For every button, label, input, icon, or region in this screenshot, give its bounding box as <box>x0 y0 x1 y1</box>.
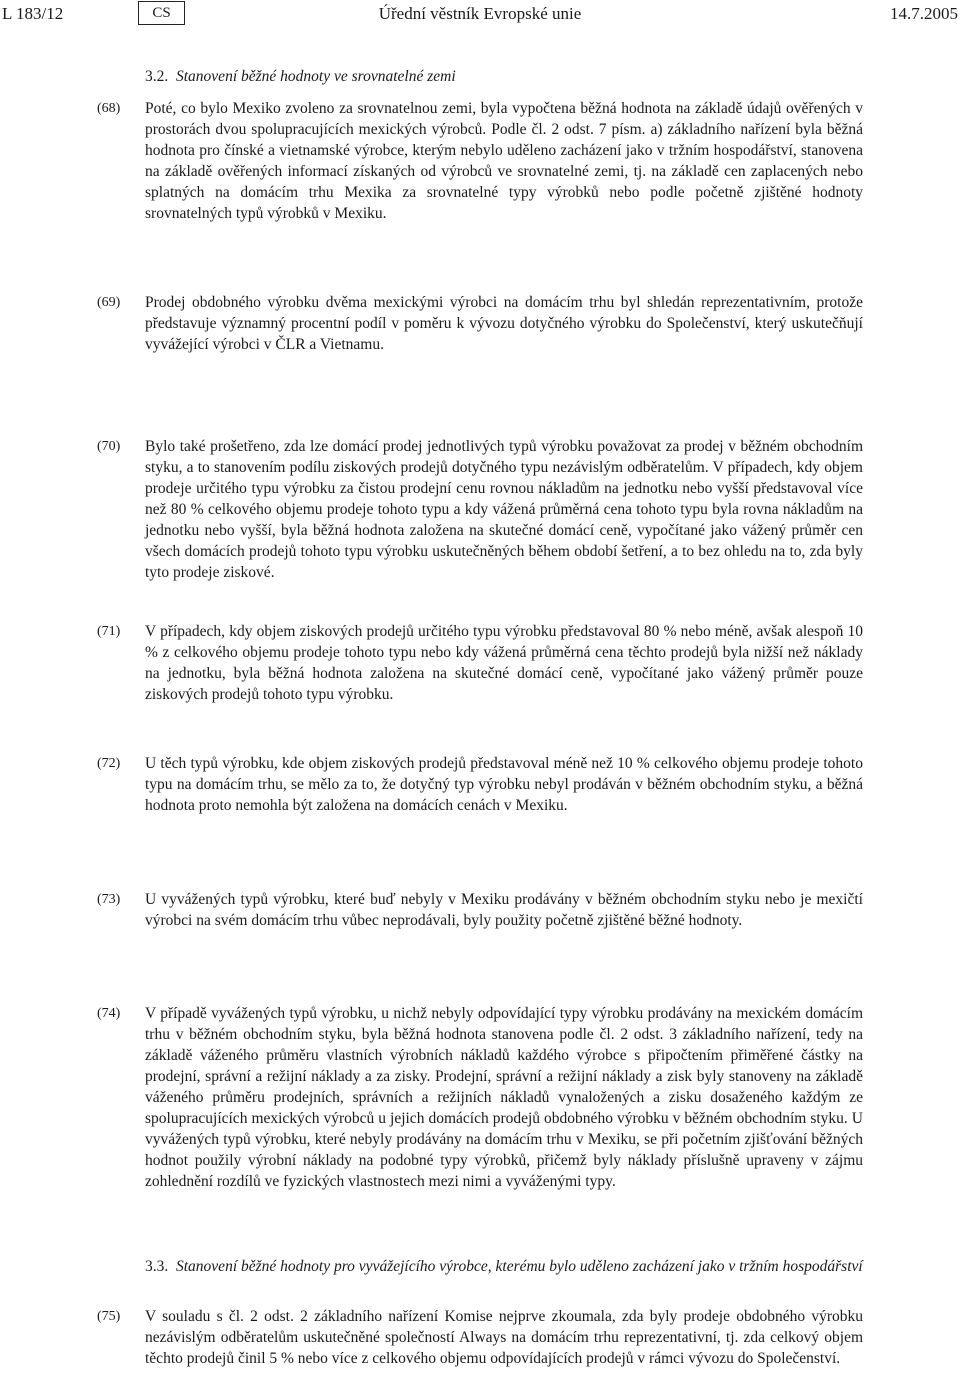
paragraph-text: U vyvážených typů výrobku, které buď nebyly v Mexiku prodávány v běžném obchodním styku nebo je mexičtí výrobci na svém domácím trhu vůbec neprodávali, byly použity početně zjištěné běžné hodnoty. <box>145 891 863 929</box>
paragraph-number: (75) <box>97 1309 121 1324</box>
paragraph-text: Bylo také prošetřeno, zda lze domácí prodej jednotlivých typů výrobku považovat za prodej v běžném obchodním styku, a to stanovením podílu ziskových prodejů dotyčného typu nezávislým odběratelům. V případech, kdy objem prodeje určitého typu výrobku za čistou prodejní cenu rovnou nákladům na jednotku nebo vyšší představoval více než 80 % celkového objemu prodeje tohoto typu a kdy vážená průměrná cena tohoto typu byla rovna nákladům na jednotku nebo vyšší, byla běžná hodnota založena na skutečné domácí ceně, vypočítané jako vážený průměr cen všech domácích prodejů tohoto typu výrobku uskutečněných během období šetření, a to bez ohledu na to, zda byly tyto prodeje ziskové. <box>145 438 863 581</box>
section-number: 3.3. <box>145 1258 169 1275</box>
paragraph-text: Prodej obdobného výrobku dvěma mexickými výrobci na domácím trhu byl shledán reprezentativním, protože představuje významný procentní podíl v poměru k vývozu dotyčného výrobku do Společenství, který uskutečňují vyvážející výrobci v ČLR a Vietnamu. <box>145 294 863 353</box>
paragraph-text: V případech, kdy objem ziskových prodejů určitého typu výrobku představoval 80 % nebo méně, avšak alespoň 10 % z celkového objemu prodeje tohoto typu nebo kdy vážená průměrná cena těchto prodejů byla nižší než náklady na jednotku, byla běžná hodnota založena na skutečné domácí ceně, vypočítané jako vážený průměr pouze ziskových prodejů tohoto typu výrobku. <box>145 623 863 703</box>
section-title: Stanovení běžné hodnoty pro vyvážejícího výrobce, kterému bylo uděleno zacházení jako v tržním hospodářství <box>176 1258 863 1275</box>
paragraph-number: (70) <box>97 439 121 454</box>
paragraph-text: V případě vyvážených typů výrobku, u nichž nebyly odpovídající typy výrobku prodávány na mexickém domácím trhu v běžném obchodním styku, byla běžná hodnota stanovena podle čl. 2 odst. 3 základního nařízení, tedy na základě váženého průměru vlastních výrobních nákladů každého výrobce s připočtením přiměřené částky na prodejní, správní a režijní náklady a za zisky. Prodejní, správní a režijní náklady a zisk byly stanoveny na základě váženého průměru prodejních, správních a režijních nákladů vynaložených a zisku dosaženého každým ze spolupracujících mexických výrobců u jejich domácích prodejů obdobného výrobku v běžném obchodním styku. U vyvážených typů výrobku, které nebyly prodávány na domácím trhu v Mexiku, se při početním zjišťování běžných hodnot použily výrobní náklady na podobné typy výrobků, přičemž byly náklady příslušně upraveny v zájmu zohlednění rozdílů ve fyzických vlastnostech mezi nimi a vyváženými typy. <box>145 1005 863 1190</box>
section-heading-3-2 <box>145 66 865 87</box>
paragraph-text: Poté, co bylo Mexiko zvoleno za srovnatelnou zemi, byla vypočtena běžná hodnota na základě údajů ověřených v prostorách dvou spolupracujících mexických výrobců. Podle čl. 2 odst. 7 písm. a) základního nařízení byla běžná hodnota pro čínské a vietnamské výrobce, kterým nebylo uděleno zacházení jako v tržním hospodářství, stanovena na základě ověřených informací získaných od výrobců ve srovnatelné zemi, tj. na základě cen zaplacených nebo splatných na domácím trhu Mexika za srovnatelné typy výrobků nebo podle početně zjištěné hodnoty srovnatelných typů výrobků v Mexiku. <box>145 100 863 222</box>
paragraph-text: U těch typů výrobku, kde objem ziskových prodejů představoval méně než 10 % celkového objemu prodeje tohoto typu na domácím trhu, se mělo za to, že dotyčný typ výrobku nebyl prodáván v běžném obchodním styku, a běžná hodnota proto nemohla být založena na domácích cenách v Mexiku. <box>145 755 863 814</box>
journal-title: Úřední věstník Evropské unie <box>378 4 582 23</box>
paragraph-number: (68) <box>97 101 121 116</box>
section-number: 3.2. <box>145 68 169 85</box>
language-badge: CS <box>138 1 185 25</box>
paragraph-number: (69) <box>97 295 121 310</box>
paragraph-number: (74) <box>97 1006 121 1021</box>
section-heading-3-3 <box>145 1256 865 1277</box>
journal-header <box>0 0 960 30</box>
paragraph-number: (73) <box>97 892 121 907</box>
publication-date: 14.7.2005 <box>890 4 958 23</box>
page-reference: L 183/12 <box>2 4 64 23</box>
paragraph-number: (71) <box>97 624 121 639</box>
section-title: Stanovení běžné hodnoty ve srovnatelné zemi <box>176 68 456 85</box>
paragraph-number: (72) <box>97 756 121 771</box>
paragraph-text: V souladu s čl. 2 odst. 2 základního nařízení Komise nejprve zkoumala, zda byly prodeje obdobného výrobku nezávislým odběratelům uskutečněné společností Always na domácím trhu reprezentativní, tj. zda celkový objem těchto prodejů činil 5 % nebo více z celkového objemu odpovídajících prodejů v rámci vývozu do Společenství. <box>145 1308 863 1367</box>
